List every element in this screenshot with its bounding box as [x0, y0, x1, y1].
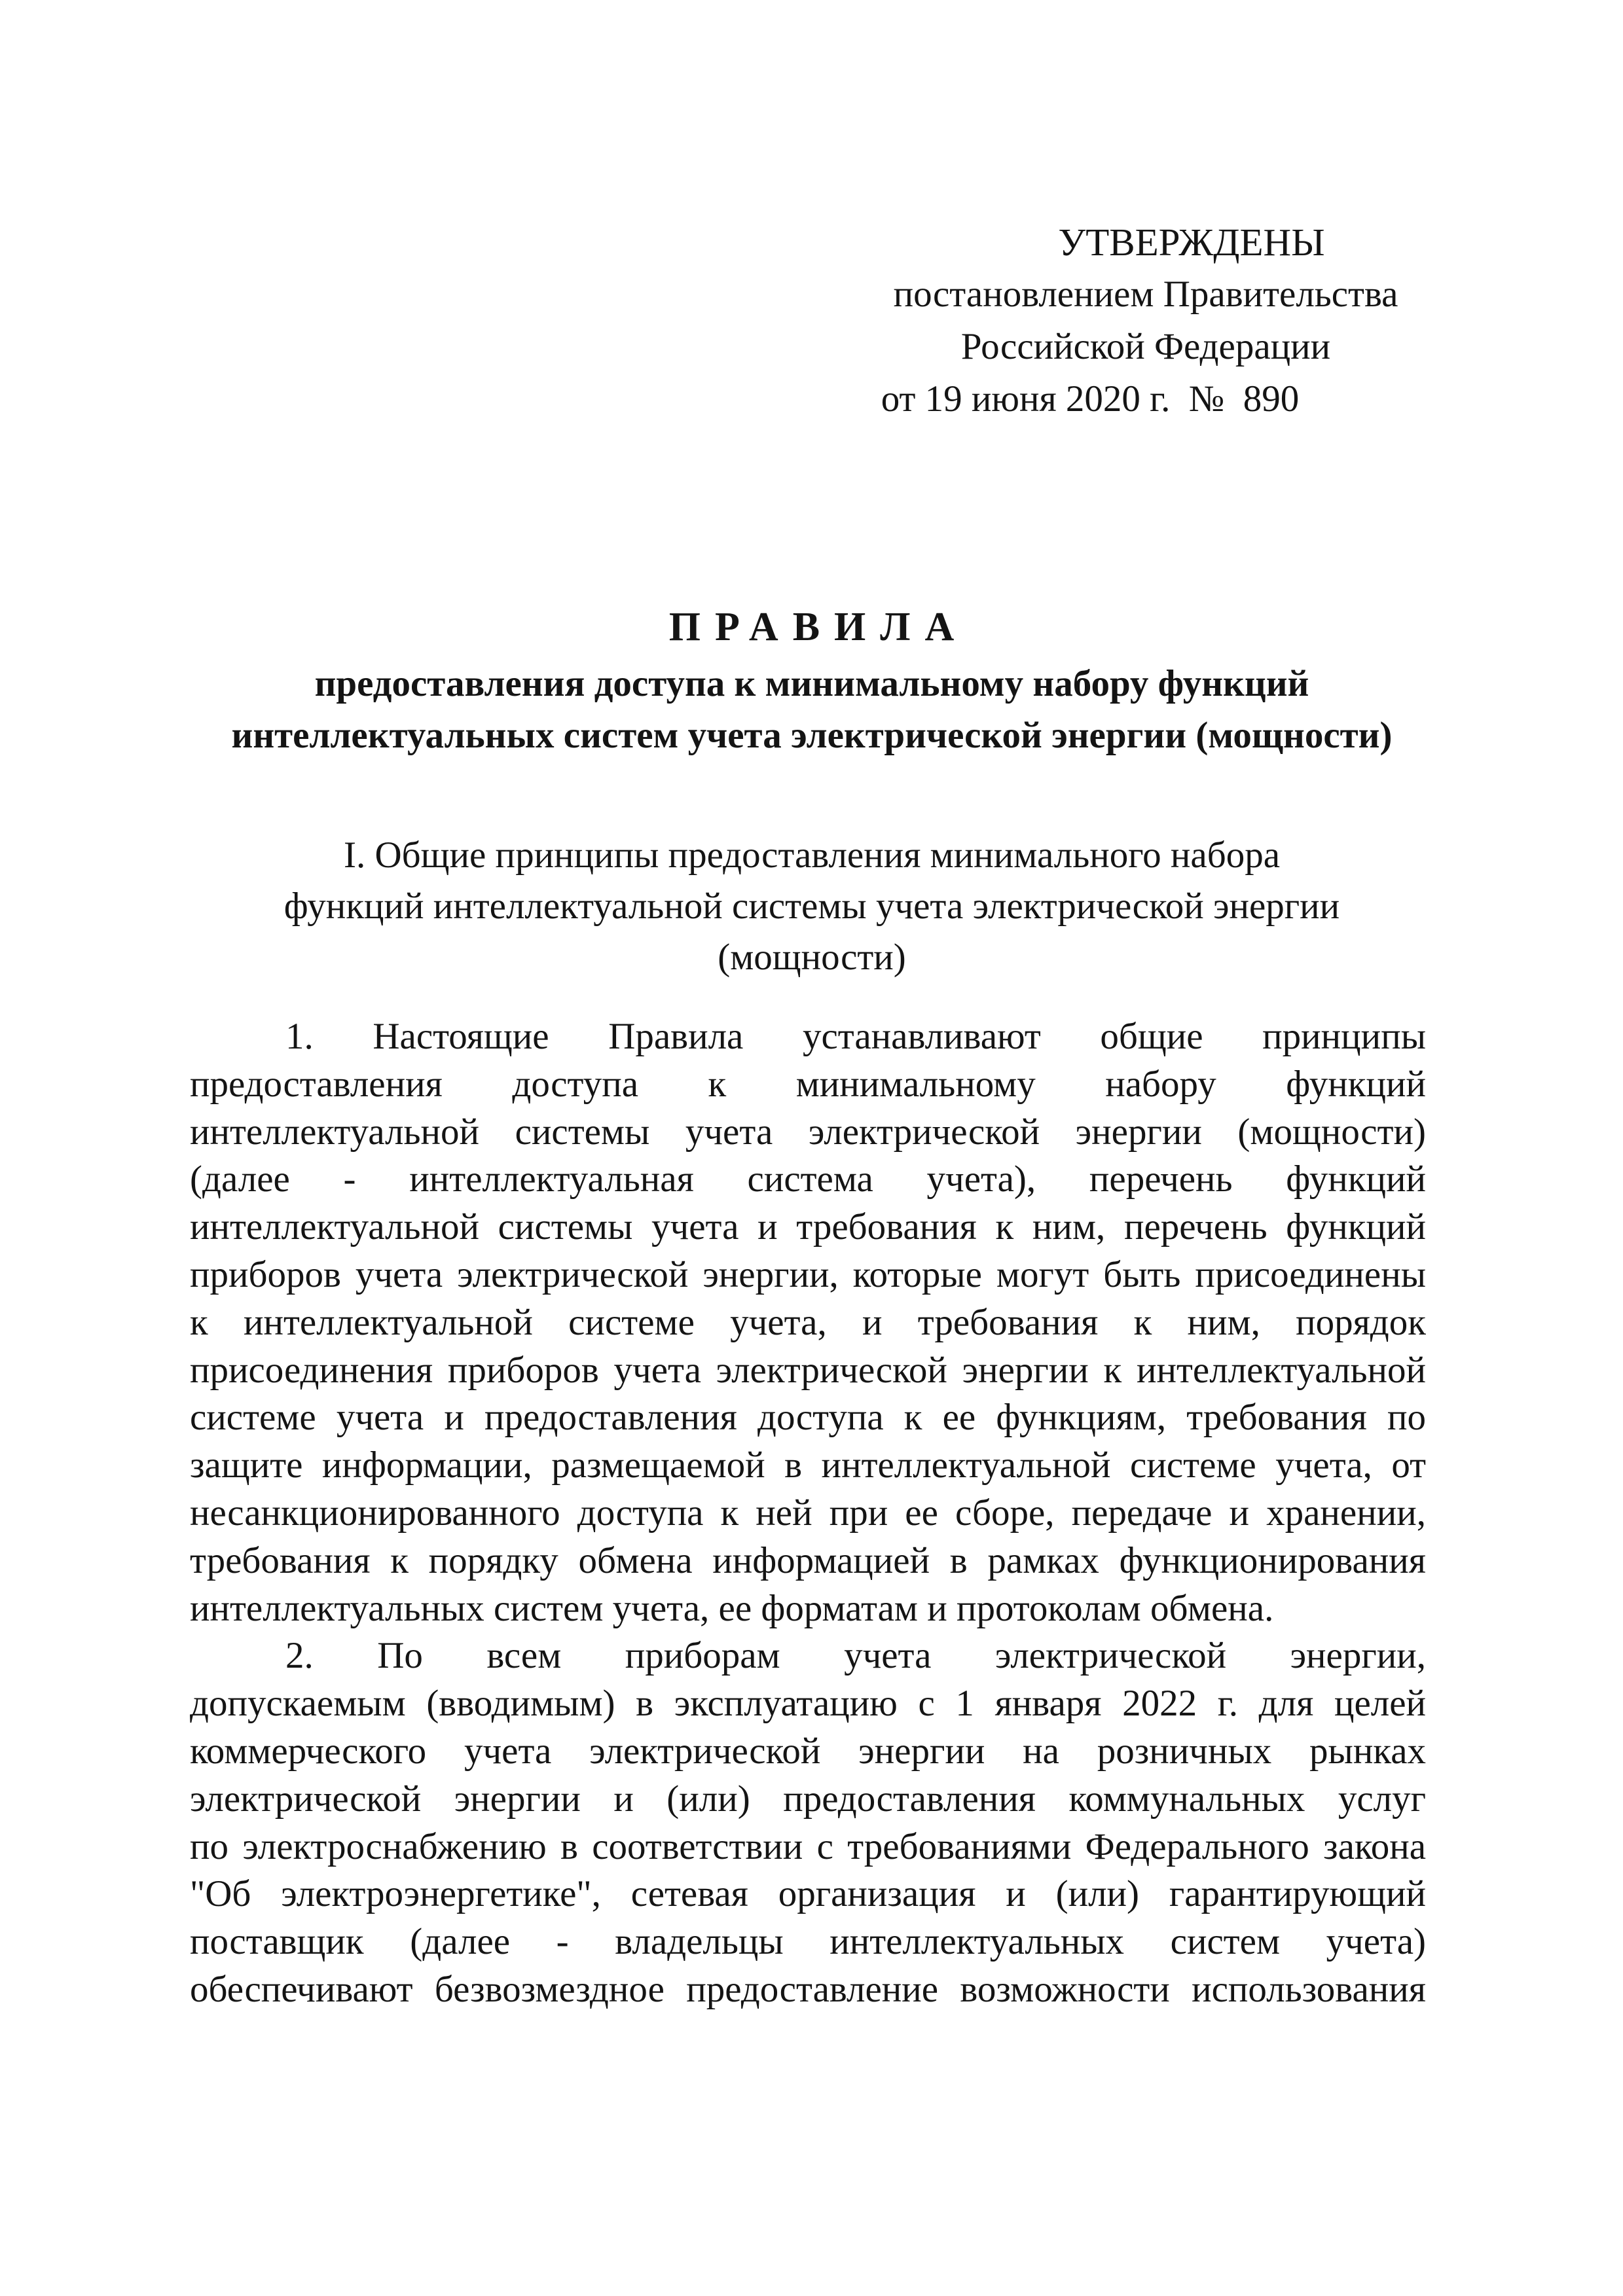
text-line: обеспечивают безвозмездное предоставление возможности использования	[190, 1968, 1426, 2010]
text-line: защите информации, размещаемой в интеллектуальной системе учета, от	[190, 1444, 1426, 1486]
section-heading-line: функций интеллектуальной системы учета электрической энергии	[283, 886, 1340, 927]
text-line: требования к порядку обмена информацией в рамках функционирования	[190, 1539, 1426, 1581]
text-line: (далее - интеллектуальная система учета), перечень функций	[190, 1158, 1426, 1200]
text-line: предоставления доступа к минимальному набору функций	[190, 1063, 1426, 1105]
text-line: поставщик (далее - владельцы интеллектуальных систем учета)	[190, 1921, 1426, 1963]
section-heading-line: I. Общие принципы предоставления минимального набора	[343, 834, 1281, 876]
text-line: интеллектуальной системы учета электрической энергии (мощности)	[190, 1111, 1426, 1153]
approved-heading: УТВЕРЖДЕНЫ	[1058, 221, 1325, 264]
document-title: ПРАВИЛА	[668, 605, 969, 649]
text-line: интеллектуальных систем учета, ее форматам и протоколам обмена.	[190, 1587, 1274, 1629]
text-line: системе учета и предоставления доступа к ее функциям, требования по	[190, 1397, 1426, 1439]
subtitle-line: интеллектуальных систем учета электрической энергии (мощности)	[231, 715, 1393, 756]
approval-stamp	[851, 216, 1440, 425]
body-text	[190, 1013, 1426, 2014]
paragraph-1	[190, 1013, 1426, 1632]
text-line: интеллектуальной системы учета и требования к ним, перечень функций	[190, 1206, 1426, 1248]
text-line: несанкционированного доступа к ней при ее сборе, передаче и хранении,	[190, 1492, 1426, 1534]
approval-authority-line: постановлением Правительства	[893, 274, 1398, 315]
approval-date-number: от 19 июня 2020 г. № 890	[881, 378, 1300, 420]
text-line: 2. По всем приборам учета электрической энергии,	[285, 1635, 1426, 1677]
text-line: по электроснабжению в соответствии с требованиями Федерального закона	[190, 1825, 1426, 1867]
approval-country-line: Российской Федерации	[960, 326, 1331, 367]
text-line: "Об электроэнергетике", сетевая организация и (или) гарантирующий	[190, 1873, 1426, 1915]
text-line: допускаемым (вводимым) в эксплуатацию с 1 января 2022 г. для целей	[190, 1683, 1426, 1725]
section-heading	[183, 830, 1440, 983]
text-line: коммерческого учета электрической энергии на розничных рынках	[190, 1730, 1426, 1772]
text-line: 1. Настоящие Правила устанавливают общие принципы	[285, 1016, 1426, 1057]
section-heading-line: (мощности)	[718, 937, 906, 978]
document-subtitle	[183, 658, 1440, 761]
text-line: к интеллектуальной системе учета, и требования к ним, порядок	[190, 1301, 1426, 1343]
text-line: присоединения приборов учета электрической энергии к интеллектуальной	[190, 1349, 1426, 1391]
text-line: электрической энергии и (или) предоставления коммунальных услуг	[190, 1778, 1426, 1820]
text-line: приборов учета электрической энергии, которые могут быть присоединены	[190, 1253, 1426, 1295]
paragraph-2	[190, 1632, 1426, 2013]
subtitle-line: предоставления доступа к минимальному набору функций	[314, 663, 1309, 704]
